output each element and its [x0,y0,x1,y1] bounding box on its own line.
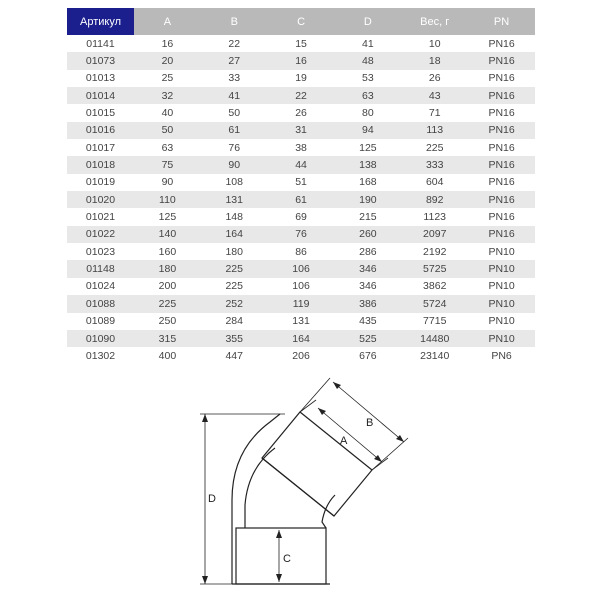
cell-pn: PN16 [468,52,535,69]
cell-d: 41 [362,37,374,50]
cell-c: 38 [295,141,307,154]
cell-c: 51 [295,176,307,189]
cell-weight: 2097 [401,226,468,243]
cell-pn: PN16 [488,37,515,50]
cell-d: 125 [359,141,377,154]
cell-pn: PN16 [468,87,535,104]
cell-a: 160 [158,245,177,258]
top-socket [262,412,372,516]
cell-article: 01016 [67,122,134,139]
cell-c: 31 [268,122,335,139]
table-header-row [67,8,535,35]
cell-c: 131 [292,315,310,328]
cell-c: 16 [268,52,335,69]
cell-b: 22 [228,37,241,50]
cell-c: 19 [295,72,307,85]
header-pn: PN [468,8,535,35]
cell-a: 90 [161,176,174,189]
cell-c: 76 [268,226,335,243]
cell-a: 180 [134,260,201,277]
cell-weight: 892 [401,191,468,208]
cell-a: 140 [134,226,201,243]
cell-c: 22 [268,87,335,104]
header-c: C [268,8,335,35]
cell-article: 01017 [85,141,116,154]
cell-weight: 23140 [420,349,450,362]
cell-article: 01019 [85,176,116,189]
cell-pn: PN10 [488,280,515,293]
cell-b: 61 [201,122,268,139]
table-row [67,260,535,277]
cell-article: 01090 [67,330,134,347]
cell-pn: PN16 [468,122,535,139]
table-row [67,52,535,69]
cell-b: 252 [201,295,268,312]
cell-d: 138 [334,156,401,173]
cell-d: 94 [334,122,401,139]
cell-d: 386 [334,295,401,312]
cell-weight: 71 [428,107,441,120]
cell-c: 26 [295,107,307,120]
header-d: D [334,8,401,35]
cell-weight: 1123 [423,211,447,224]
cell-weight: 7715 [423,315,447,328]
table-row [67,226,535,243]
cell-a: 50 [134,122,201,139]
table-row [67,87,535,104]
cell-weight: 113 [401,122,468,139]
cell-a: 125 [158,211,177,224]
cell-a: 400 [158,349,177,362]
cell-b: 108 [225,176,243,189]
cell-article: 01013 [85,72,116,85]
dim-c-arrow-bottom [276,574,282,582]
cell-article: 01148 [67,260,134,277]
cell-d: 190 [334,191,401,208]
cell-pn: PN10 [488,245,515,258]
cell-b: 225 [225,280,243,293]
label-a: A [340,435,348,447]
cell-b: 284 [225,315,243,328]
cell-weight: 14480 [401,330,468,347]
cell-c: 106 [292,280,310,293]
cell-article: 01023 [85,245,116,258]
cell-weight: 43 [401,87,468,104]
dim-b-line [333,382,404,442]
cell-article: 01302 [85,349,116,362]
cell-article: 01141 [86,37,115,50]
cell-d: 80 [362,107,374,120]
cell-d: 435 [359,315,377,328]
cell-pn: PN16 [488,72,515,85]
cell-pn: PN6 [491,349,512,362]
cell-a: 110 [134,191,201,208]
table-row [67,295,535,312]
elbow-fitting-diagram [0,370,600,600]
dim-c-arrow-top [276,530,282,538]
cell-b: 447 [225,349,243,362]
dim-b-ext-2 [372,438,408,470]
cell-b: 355 [201,330,268,347]
header-weight: Вес, г [401,8,468,35]
cell-c: 164 [268,330,335,347]
cell-b: 148 [225,211,243,224]
cell-pn: PN10 [488,315,515,328]
cell-d: 676 [359,349,377,362]
label-c: C [283,553,291,565]
cell-d: 525 [334,330,401,347]
cell-pn: PN16 [468,226,535,243]
cell-article: 01015 [85,107,116,120]
table-row [67,347,535,364]
cell-c: 119 [268,295,335,312]
cell-a: 32 [134,87,201,104]
cell-a: 315 [134,330,201,347]
cell-article: 01014 [67,87,134,104]
header-b: B [201,8,268,35]
cell-a: 40 [161,107,174,120]
dim-b-ext-1 [300,378,330,412]
table-row [67,174,535,191]
cell-weight: 225 [425,141,444,154]
cell-b: 50 [228,107,241,120]
cell-d: 168 [359,176,377,189]
cell-article: 01021 [85,211,116,224]
cell-c: 106 [268,260,335,277]
cell-b: 225 [201,260,268,277]
table-row [67,278,535,295]
cell-c: 206 [292,349,310,362]
cell-pn: PN16 [468,191,535,208]
cell-weight: 26 [428,72,441,85]
cell-weight: 333 [401,156,468,173]
cell-d: 48 [334,52,401,69]
top-socket-seam [262,458,334,516]
cell-c: 86 [295,245,307,258]
cell-article: 01089 [85,315,116,328]
cell-d: 346 [359,280,377,293]
cell-pn: PN10 [468,295,535,312]
cell-d: 286 [359,245,377,258]
cell-b: 76 [228,141,241,154]
table-row [67,70,535,87]
cell-c: 44 [268,156,335,173]
cell-article: 01024 [85,280,116,293]
cell-article: 01020 [67,191,134,208]
cell-a: 75 [134,156,201,173]
cell-b: 27 [201,52,268,69]
cell-article: 01018 [67,156,134,173]
cell-article: 01022 [67,226,134,243]
cell-pn: PN16 [488,107,515,120]
cell-weight: 604 [425,176,444,189]
table-row [67,191,535,208]
table-row [67,330,535,347]
table-row [67,122,535,139]
cell-a: 225 [134,295,201,312]
cell-b: 164 [201,226,268,243]
cell-weight: 10 [428,37,441,50]
table-row [67,208,535,225]
cell-pn: PN16 [488,141,515,154]
cell-d: 260 [334,226,401,243]
cell-article: 01073 [67,52,134,69]
cell-pn: PN16 [468,156,535,173]
cell-weight: 3862 [423,280,447,293]
cell-d: 63 [334,87,401,104]
cell-a: 200 [158,280,177,293]
table-row [67,104,535,121]
cell-d: 53 [362,72,374,85]
cell-c: 61 [268,191,335,208]
cell-weight: 5725 [401,260,468,277]
cell-a: 63 [161,141,174,154]
elbow-outer-wall [232,414,280,584]
cell-b: 41 [201,87,268,104]
cell-a: 20 [134,52,201,69]
table-row [67,35,535,52]
cell-b: 131 [201,191,268,208]
label-b: B [366,417,374,429]
header-article: Артикул [67,8,134,35]
table-row [67,313,535,330]
cell-pn: PN16 [488,176,515,189]
cell-article: 01088 [67,295,134,312]
cell-pn: PN10 [468,260,535,277]
cell-b: 90 [201,156,268,173]
cell-b: 33 [228,72,241,85]
dim-d-arrow-top [202,414,208,422]
cell-weight: 18 [401,52,468,69]
header-a: A [134,8,201,35]
cell-weight: 2192 [423,245,447,258]
dimensions-table [67,8,535,365]
dim-d-arrow-bottom [202,576,208,584]
cell-a: 25 [161,72,174,85]
label-d: D [208,493,216,505]
cell-d: 346 [334,260,401,277]
cell-c: 15 [295,37,307,50]
cell-a: 16 [161,37,174,50]
cell-a: 250 [158,315,177,328]
cell-c: 69 [295,211,307,224]
cell-pn: PN16 [488,211,515,224]
table-row [67,156,535,173]
dim-a-ext-1 [300,400,316,412]
cell-b: 180 [225,245,243,258]
cell-pn: PN10 [468,330,535,347]
elbow-inner-bore [245,448,275,528]
table-row [67,243,535,260]
table-row [67,139,535,156]
cell-d: 215 [359,211,377,224]
cell-weight: 5724 [401,295,468,312]
